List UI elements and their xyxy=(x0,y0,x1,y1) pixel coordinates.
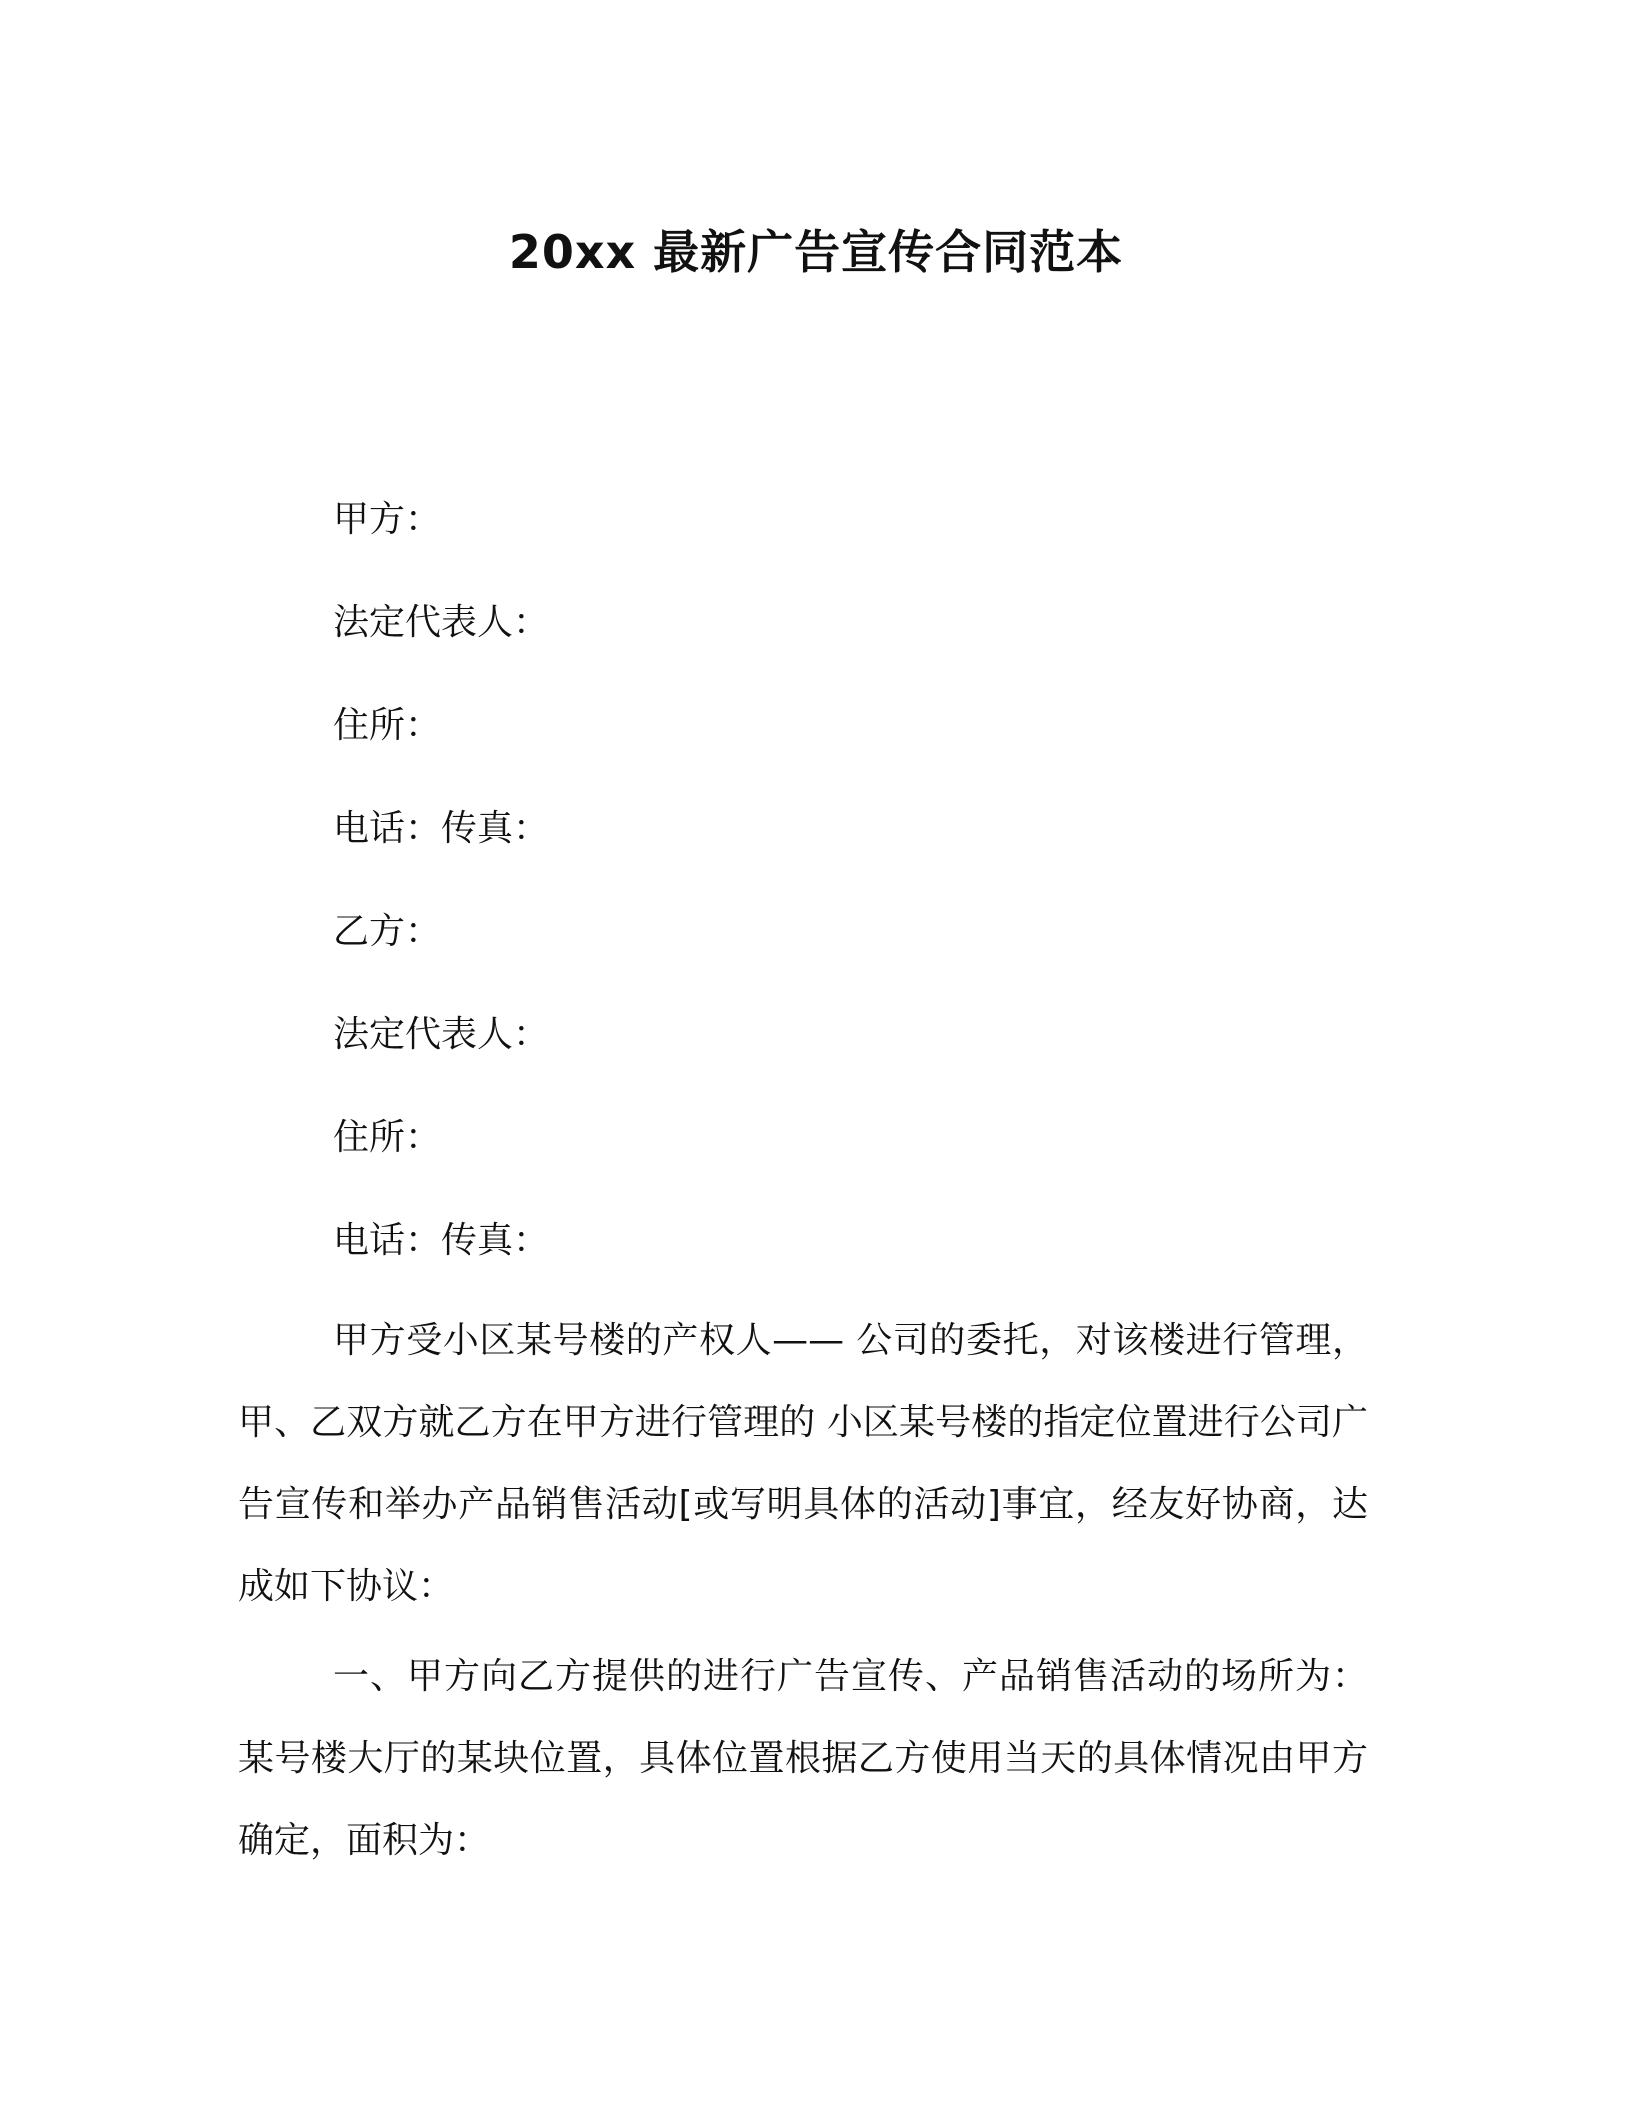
party-b-address: 住所： xyxy=(333,1117,442,1158)
party-a-label: 甲方： xyxy=(333,499,442,540)
party-b-label: 乙方： xyxy=(333,911,442,952)
party-a-phone-fax: 电话：传真： xyxy=(333,808,550,849)
party-a-address: 住所： xyxy=(333,705,442,746)
intro-paragraph: 甲方受小区某号楼的产权人—— 公司的委托，对该楼进行管理，甲、乙双方就乙方在甲方进行管理的 小区某号楼的指定位置进行公司广告宣传和举办产品销售活动[或写明具体的活动]事宜，经友好协商，达成如下协议： xyxy=(238,1320,1368,1607)
party-b-legal-rep: 法定代表人： xyxy=(333,1014,550,1055)
party-a-legal-rep: 法定代表人： xyxy=(333,602,550,643)
clause-one-paragraph: 一、甲方向乙方提供的进行广告宣传、产品销售活动的场所为：某号楼大厅的某块位置，具体位置根据乙方使用当天的具体情况由甲方确定，面积为： xyxy=(238,1656,1368,1861)
party-b-phone-fax: 电话：传真： xyxy=(333,1220,550,1261)
document-title: 20xx 最新广告宣传合同范本 xyxy=(508,225,1124,279)
